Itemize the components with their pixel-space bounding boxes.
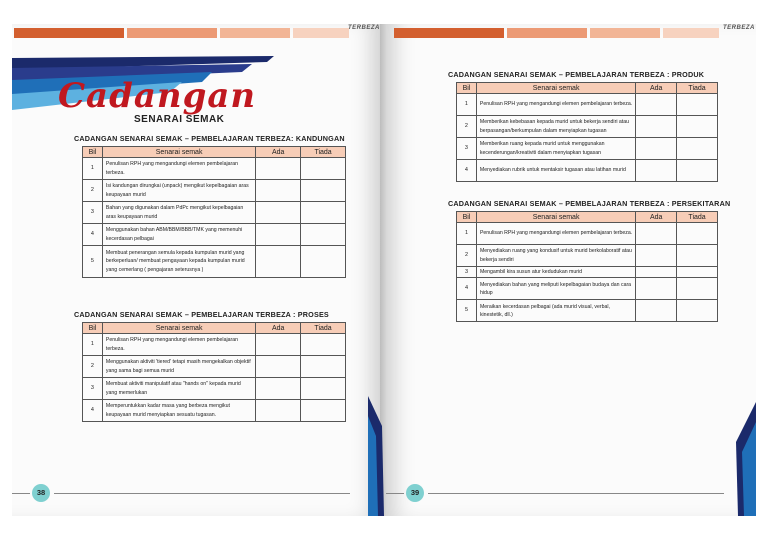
ada-cell[interactable]	[256, 202, 301, 224]
section-title-kandungan: CADANGAN SENARAI SEMAK – PEMBELAJARAN TERBEZA: KANDUNGAN	[74, 134, 345, 143]
row-number: 3	[83, 378, 103, 400]
table-row	[457, 138, 718, 160]
row-text: Menggunakan bahan ABM/BBM/BBB/TMK yang memenuhi kecerdasan pelbagai	[102, 224, 255, 246]
row-text: Memperuntukkan kadar masa yang berbeza mengikut keupayaan murid menyiapkan sesuatu tugasan.	[102, 400, 255, 422]
row-text: Isi kandungan dirungkai (unpack) mengikut kepelbagaian aras keupayaan murid	[102, 180, 255, 202]
page-number-right: 39	[406, 484, 424, 502]
row-number: 4	[457, 278, 477, 300]
row-text: Penulisan RPH yang mengandungi elemen pembelajaran terbeza.	[102, 334, 255, 356]
table-row	[457, 94, 718, 116]
table-header-row	[83, 147, 346, 158]
row-number: 1	[457, 223, 477, 245]
checklist-table-kandungan	[82, 146, 346, 278]
ada-cell[interactable]	[636, 278, 677, 300]
table-row	[83, 224, 346, 246]
row-number: 1	[83, 334, 103, 356]
ada-cell[interactable]	[636, 223, 677, 245]
tiada-cell[interactable]	[677, 245, 718, 267]
tiada-cell[interactable]	[677, 94, 718, 116]
row-number: 5	[83, 246, 103, 278]
col-header-bil: Bil	[457, 83, 477, 94]
section-title-proses: CADANGAN SENARAI SEMAK – PEMBELAJARAN TERBEZA : PROSES	[74, 310, 329, 319]
tiada-cell[interactable]	[301, 378, 346, 400]
col-header-ada: Ada	[636, 212, 677, 223]
table-row	[457, 300, 718, 322]
row-number: 3	[83, 202, 103, 224]
table-header-row	[457, 212, 718, 223]
footer-rule-left	[12, 493, 30, 494]
section-title-persekitaran: CADANGAN SENARAI SEMAK – PEMBELAJARAN TERBEZA : PERSEKITARAN	[448, 199, 731, 208]
section-title-produk: CADANGAN SENARAI SEMAK – PEMBELAJARAN TERBEZA : PRODUK	[448, 70, 705, 79]
row-number: 3	[457, 267, 477, 278]
right-page	[386, 24, 756, 516]
tiada-cell[interactable]	[677, 116, 718, 138]
row-text: Memberikan kebebasan kepada murid untuk bekerja sendiri atau berpasangan/berkumpulan dalam menyiapkan tugasan	[476, 116, 635, 138]
table-row	[457, 160, 718, 182]
row-number: 2	[457, 116, 477, 138]
col-header-tiada: Tiada	[677, 212, 718, 223]
checklist-table-persekitaran	[456, 211, 718, 322]
decorative-left-corner-shape	[368, 396, 388, 516]
col-header-senarai: Senarai semak	[476, 83, 635, 94]
ada-cell[interactable]	[256, 180, 301, 202]
row-text: Meraikan kecerdasan pelbagai (ada murid visual, verbal, kinestetik, dll.)	[476, 300, 635, 322]
table-row	[457, 116, 718, 138]
row-text: Memberikan ruang kepada murid untuk menggunakan kecenderungan/kreativiti dalam menyiapkan tugasan	[476, 138, 635, 160]
col-header-bil: Bil	[83, 323, 103, 334]
tiada-cell[interactable]	[677, 278, 718, 300]
ada-cell[interactable]	[256, 400, 301, 422]
col-header-senarai: Senarai semak	[476, 212, 635, 223]
row-number: 2	[83, 356, 103, 378]
table-row	[457, 223, 718, 245]
row-text: Penulisan RPH yang mengandungi elemen pembelajaran terbeza.	[102, 158, 255, 180]
ada-cell[interactable]	[636, 300, 677, 322]
ada-cell[interactable]	[256, 224, 301, 246]
table-row	[83, 356, 346, 378]
row-number: 1	[83, 158, 103, 180]
tiada-cell[interactable]	[677, 300, 718, 322]
cadangan-heading: Cadangan	[58, 76, 257, 116]
row-text: Menggunakan aktiviti 'tiered' tetapi masih mengekalkan objektif yang sama bagi semua murid	[102, 356, 255, 378]
ada-cell[interactable]	[256, 378, 301, 400]
ada-cell[interactable]	[636, 267, 677, 278]
row-number: 1	[457, 94, 477, 116]
col-header-tiada: Tiada	[301, 147, 346, 158]
row-text: Mengambil kira susun atur kedudukan murid	[476, 267, 635, 278]
ada-cell[interactable]	[256, 246, 301, 278]
row-text: Bahan yang digunakan dalam PdPc mengikut kepelbagaian aras keupayaan murid	[102, 202, 255, 224]
row-text: Menyediakan ruang yang kondusif untuk murid berkolaboratif atau bekerja sendiri	[476, 245, 635, 267]
table-header-row	[457, 83, 718, 94]
table-row	[83, 158, 346, 180]
tiada-cell[interactable]	[301, 180, 346, 202]
col-header-senarai: Senarai semak	[102, 323, 255, 334]
tiada-cell[interactable]	[301, 356, 346, 378]
ada-cell[interactable]	[636, 94, 677, 116]
tiada-cell[interactable]	[677, 160, 718, 182]
row-number: 5	[457, 300, 477, 322]
ada-cell[interactable]	[636, 245, 677, 267]
ada-cell[interactable]	[256, 356, 301, 378]
left-page	[12, 24, 380, 516]
tiada-cell[interactable]	[677, 223, 718, 245]
tiada-cell[interactable]	[301, 202, 346, 224]
col-header-bil: Bil	[457, 212, 477, 223]
row-text: Menyediakan bahan yang meliputi kepelbagaian budaya dan cara hidup	[476, 278, 635, 300]
row-text: Penulisan RPH yang mengandungi elemen pembelajaran terbeza.	[476, 223, 635, 245]
footer-rule	[428, 493, 724, 494]
table-row	[83, 334, 346, 356]
table-row	[83, 378, 346, 400]
col-header-bil: Bil	[83, 147, 103, 158]
col-header-ada: Ada	[256, 323, 301, 334]
row-text: Penulisan RPH yang mengandungi elemen pembelajaran terbeza.	[476, 94, 635, 116]
table-header-row	[83, 323, 346, 334]
row-number: 2	[457, 245, 477, 267]
ada-cell[interactable]	[256, 334, 301, 356]
col-header-tiada: Tiada	[677, 83, 718, 94]
ada-cell[interactable]	[636, 138, 677, 160]
table-row	[83, 246, 346, 278]
row-number: 4	[83, 400, 103, 422]
tiada-cell[interactable]	[301, 224, 346, 246]
checklist-table-proses	[82, 322, 346, 422]
row-number: 2	[83, 180, 103, 202]
table-row	[457, 278, 718, 300]
col-header-senarai: Senarai semak	[102, 147, 255, 158]
col-header-tiada: Tiada	[301, 323, 346, 334]
tiada-cell[interactable]	[677, 138, 718, 160]
tiada-cell[interactable]	[301, 334, 346, 356]
row-number: 4	[83, 224, 103, 246]
ada-cell[interactable]	[636, 160, 677, 182]
ada-cell[interactable]	[636, 116, 677, 138]
ada-cell[interactable]	[256, 158, 301, 180]
footer-rule	[54, 493, 350, 494]
row-text: Menyediakan rubrik untuk mentaksir tugasan atau latihan murid	[476, 160, 635, 182]
table-row	[457, 267, 718, 278]
header-color-strip	[14, 28, 349, 38]
col-header-ada: Ada	[636, 83, 677, 94]
row-number: 4	[457, 160, 477, 182]
tiada-cell[interactable]	[677, 267, 718, 278]
table-row	[83, 180, 346, 202]
row-text: Membuat penerangan semula kepada kumpulan murid yang berkeperluan/ membuat pengayaan kepada kumpulan murid yang cemerlang ( pengajaran seterusnya )	[102, 246, 255, 278]
checklist-table-produk	[456, 82, 718, 182]
tiada-cell[interactable]	[301, 158, 346, 180]
row-text: Membuat aktiviti manipulatif atau "hands on" kepada murid yang memerlukan	[102, 378, 255, 400]
col-header-ada: Ada	[256, 147, 301, 158]
table-row	[83, 400, 346, 422]
table-row	[83, 202, 346, 224]
senarai-semak-subheading: SENARAI SEMAK	[134, 114, 225, 125]
running-header: TERBEZA	[723, 25, 755, 31]
header-color-strip	[394, 28, 719, 38]
tiada-cell[interactable]	[301, 246, 346, 278]
running-header: TERBEZA	[348, 25, 380, 31]
row-number: 3	[457, 138, 477, 160]
footer-rule-left	[386, 493, 404, 494]
decorative-corner-shape	[732, 402, 756, 516]
table-row	[457, 245, 718, 267]
tiada-cell[interactable]	[301, 400, 346, 422]
page-number-left: 38	[32, 484, 50, 502]
